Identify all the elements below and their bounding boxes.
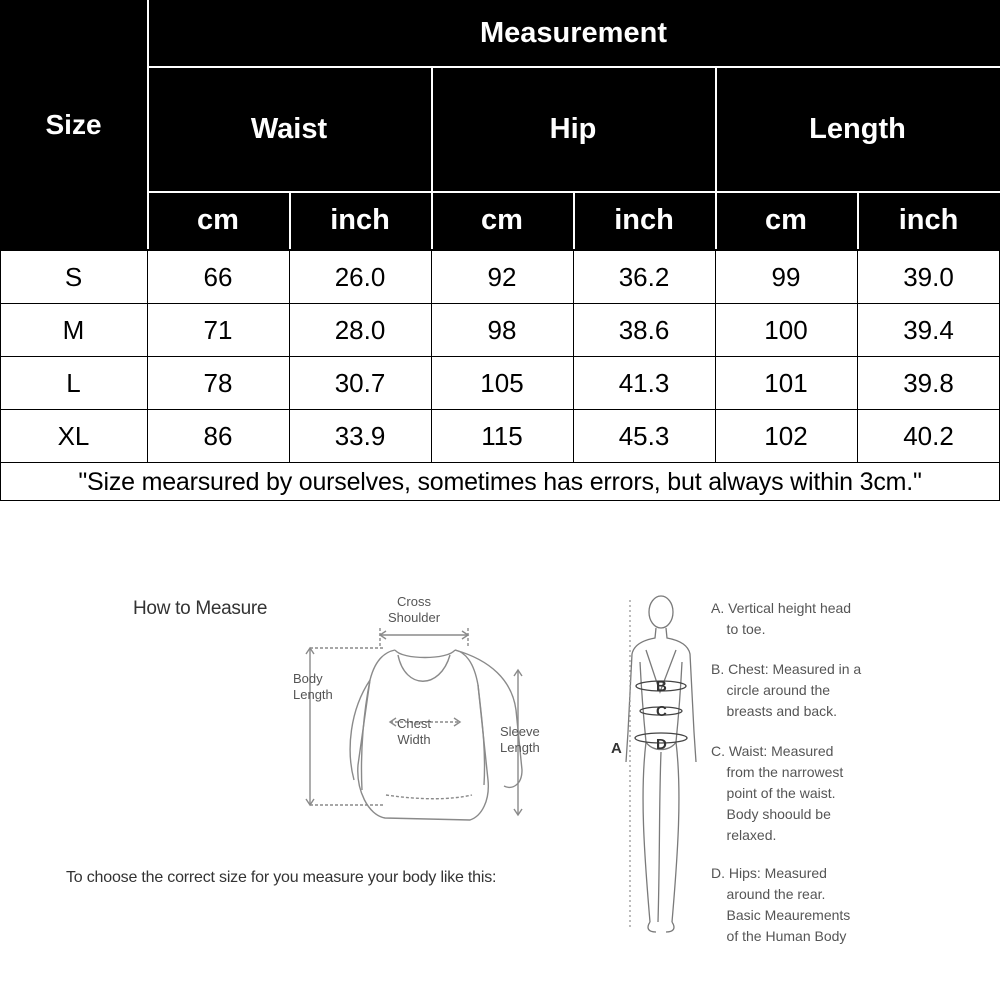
length-header-text: Length [809,113,906,145]
marker-c: C [656,703,667,720]
cell-text: 40.2 [903,420,954,451]
legend-d-text: D. Hips: Measured around the rear. Basic Meaurements of the Human Body [711,865,851,944]
cell-text: 101 [764,367,808,398]
cell-text: 33.9 [334,420,386,451]
unit-header-text: cm [765,204,807,236]
unit-header-text: inch [898,204,959,236]
marker-b: B [656,678,667,695]
measure-instruction-text: To choose the correct size for you measure your body like this: [66,869,497,886]
cell-text: M [62,314,85,345]
cell-text: L [66,367,81,398]
cell-text: 100 [764,314,808,345]
waist-header-text: Waist [250,113,328,145]
cell-text: 92 [487,261,517,292]
body-length-label: Body Length [293,671,333,702]
cell-text: 30.7 [334,367,386,398]
cell-text: 39.0 [903,261,954,292]
cross-shoulder-label: Cross Shoulder [388,594,441,625]
cell-text: 86 [203,420,233,451]
legend-a-text: A. Vertical height head to toe. [711,600,852,637]
cell-text: 71 [203,314,233,345]
hip-header-text: Hip [549,113,597,145]
unit-header-text: inch [614,204,674,236]
marker-d: D [656,736,667,753]
cell-text: 36.2 [618,261,670,292]
unit-header-text: cm [197,204,239,236]
measurement-header-text: Measurement [480,17,667,49]
cell-text: 102 [764,420,808,451]
cell-text: 105 [480,367,524,398]
cell-text: 41.3 [618,367,670,398]
size-header-text: Size [45,108,102,140]
cell-text: 45.3 [618,420,670,451]
human-body-illustration [610,592,710,937]
cell-text: 26.0 [334,261,386,292]
cell-text: 99 [771,261,801,292]
cell-text: XL [57,420,90,451]
cell-text: 28.0 [334,314,386,345]
cell-text: 115 [481,420,523,451]
cell-text: 39.4 [903,314,954,345]
cell-text: 39.8 [903,367,954,398]
unit-header-text: inch [330,204,390,236]
cell-text: S [64,261,83,292]
legend-b-text: B. Chest: Measured in a circle around the breasts and back. [711,661,862,719]
cell-text: 78 [203,367,233,398]
chest-width-label: Chest Width [397,716,431,747]
how-to-measure-title: How to Measure [133,598,268,619]
marker-a: A [611,740,622,757]
sweater-measure-illustration [290,590,560,835]
cell-text: 98 [487,314,517,345]
cell-text: 66 [203,261,233,292]
sleeve-length-label: Sleeve Length [500,724,540,755]
legend-c-text: C. Waist: Measured from the narrowest point of the waist. Body shoould be relaxed. [711,743,844,843]
unit-header-text: cm [481,204,523,236]
cell-text: 38.6 [618,314,670,345]
size-disclaimer-note: "Size mearsured by ourselves, sometimes has errors, but always within 3cm." [78,467,922,496]
